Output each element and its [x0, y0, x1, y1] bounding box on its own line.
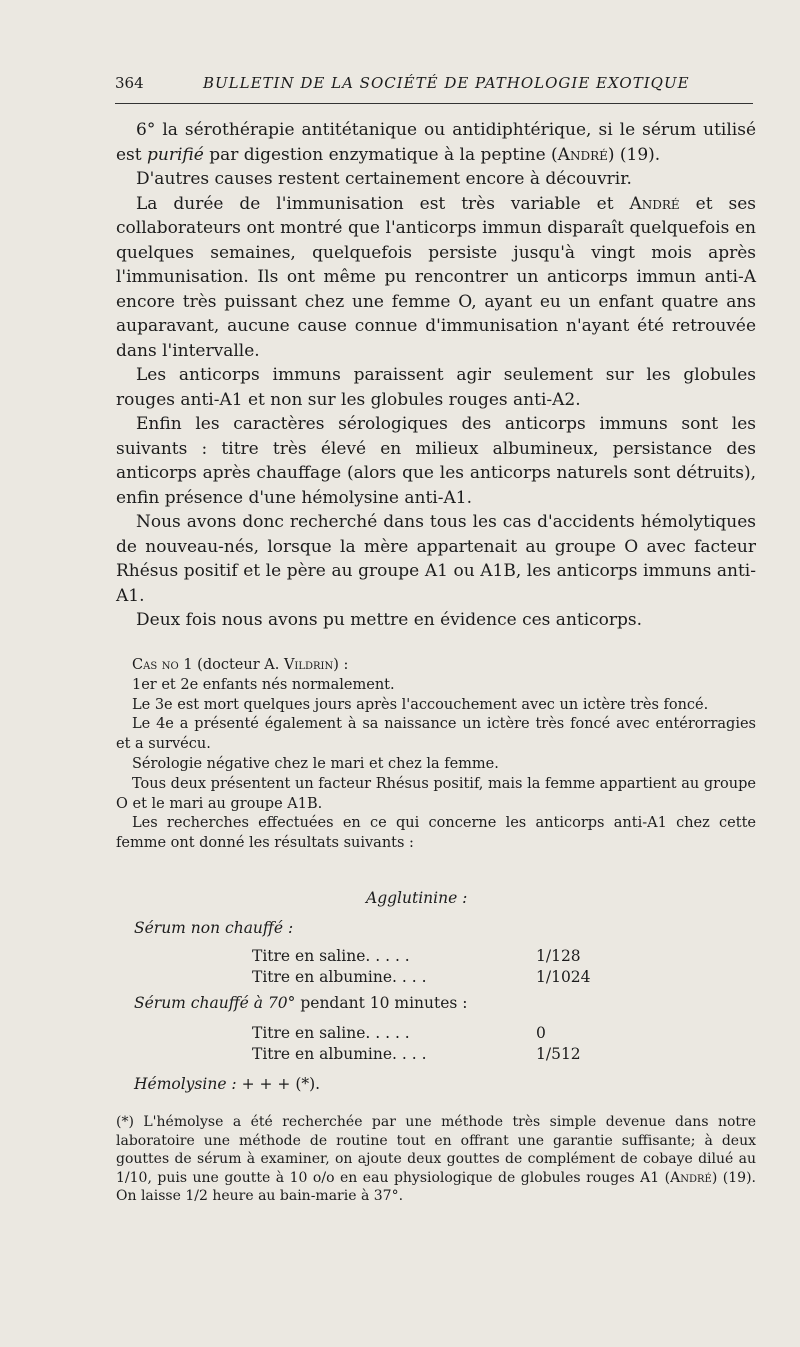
- footnote: (*) L'hémolyse a été recherchée par une méthode très simple devenue dans notre laboratoire une méthode de routine tout en offrant une garantie suffisante; à deux gouttes de sérum à examiner, on ajoute deux gouttes de complément de cobaye dilué au 1/10, puis une goutte à 10 o/o en eau physiologique de globules rouges A1 (André) (19). On laisse 1/2 heure au bain-marie à 37°.: [116, 1114, 756, 1205]
- author-name: André: [557, 144, 608, 165]
- running-title: BULLETIN DE LA SOCIÉTÉ DE PATHOLOGIE EXOTIQUE: [203, 74, 690, 92]
- result-row-value: 1/512: [536, 1045, 581, 1063]
- main-text: [116, 118, 756, 633]
- paragraph-5: Enfin les caractères sérologiques des anticorps immuns sont les suivants : titre très élevé en milieux albumineux, persistance des anticorps après chauffage (alors que les anticorps naturels sont détruits), enfin présence d'une hémolysine anti-A1.: [116, 414, 756, 508]
- case-line-3: Le 3e est mort quelques jours après l'accouchement avec un ictère très foncé.: [132, 696, 709, 713]
- paragraph-2: D'autres causes restent certainement encore à découvrir.: [136, 169, 632, 189]
- agglutinine-heading: Agglutinine :: [366, 889, 468, 907]
- doctor-name: Vildrin: [283, 657, 334, 673]
- case-heading: Cas no 1 (docteur A. Vildrin) :: [132, 657, 349, 673]
- case-line-7: Les recherches effectuées en ce qui concerne les anticorps anti-A1 chez cette femme ont donné les résultats suivants :: [116, 815, 756, 852]
- case-line-4: Le 4e a présenté également à sa naissance un ictère très foncé avec entérorragies et a survécu.: [116, 716, 756, 753]
- page-header: [115, 74, 755, 98]
- case-line-5: Sérologie négative chez le mari et chez la femme.: [132, 755, 499, 772]
- result-row-label: Titre en saline. . . . .: [252, 1024, 410, 1042]
- paragraph-7: Deux fois nous avons pu mettre en évidence ces anticorps.: [136, 610, 643, 630]
- result-row-value: 1/128: [536, 947, 581, 965]
- paragraph-1: 6° la sérothérapie antitétanique ou antidiphtérique, si le sérum utilisé est purifié par digestion enzymatique à la peptine (André) (19).: [116, 120, 756, 165]
- author-name: André: [670, 1169, 712, 1186]
- result-row-label: Titre en albumine. . . .: [252, 968, 427, 986]
- paragraph-4: Les anticorps immuns paraissent agir seulement sur les globules rouges anti-A1 et non sur les globules rouges anti-A2.: [116, 365, 756, 410]
- italic-purifie: purifié: [147, 144, 204, 165]
- header-rule: [115, 103, 753, 104]
- result-row-value: 1/1024: [536, 968, 591, 986]
- page-number: 364: [115, 74, 144, 92]
- paragraph-6: Nous avons donc recherché dans tous les cas d'accidents hémolytiques de nouveau-nés, lorsque la mère appartenait au groupe O avec facteur Rhésus positif et le père au groupe A1 ou A1B, les anticorps immuns anti-A1.: [116, 512, 756, 606]
- case-line-6: Tous deux présentent un facteur Rhésus positif, mais la femme appartient au groupe O et le mari au groupe A1B.: [116, 775, 756, 812]
- author-name: André: [629, 193, 680, 214]
- result-row-label: Titre en albumine. . . .: [252, 1045, 427, 1063]
- hemolysine-line: Hémolysine : + + + (*).: [134, 1075, 321, 1093]
- paragraph-3: La durée de l'immunisation est très variable et André et ses collaborateurs ont montré que l'anticorps immun disparaît quelquefois en quelques semaines, quelquefois persiste jusqu'à vingt mois après l'immunisation. Ils ont même pu rencontrer un anticorps immun anti-A encore très puissant chez une femme O, ayant eu un enfant quatre ans auparavant, aucune cause connue d'immunisation n'ayant été retrouvée dans l'intervalle.: [116, 193, 756, 361]
- unheated-serum-label: Sérum non chauffé :: [134, 919, 294, 937]
- result-row-value: 0: [536, 1024, 546, 1042]
- heated-serum-label: Sérum chauffé à 70° pendant 10 minutes :: [134, 994, 468, 1012]
- result-row-label: Titre en saline. . . . .: [252, 947, 410, 965]
- case-report: [116, 656, 756, 854]
- case-line-2: 1er et 2e enfants nés normalement.: [132, 676, 395, 693]
